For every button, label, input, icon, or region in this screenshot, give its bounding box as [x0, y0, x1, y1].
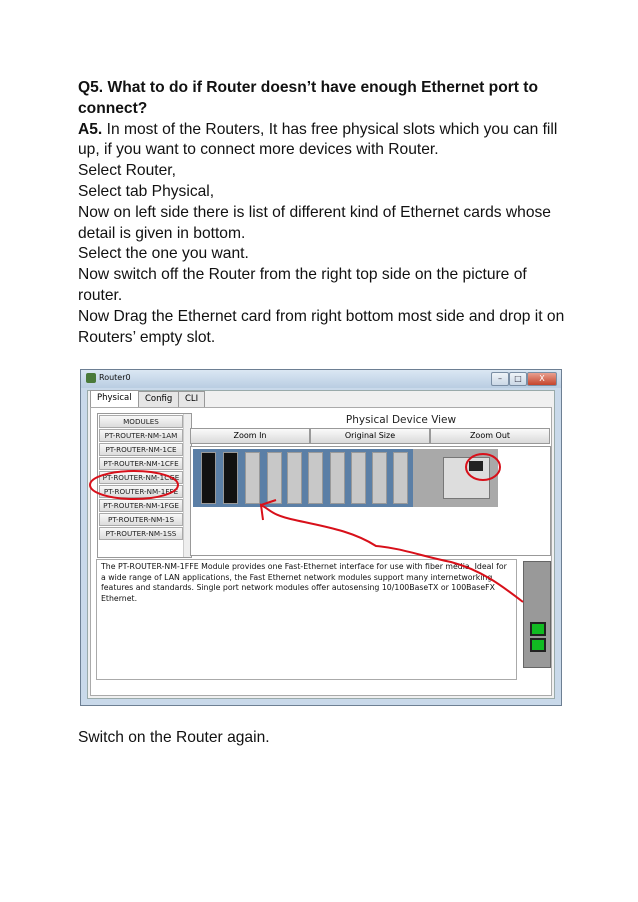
- zoom-in-button[interactable]: Zoom In: [190, 428, 310, 444]
- module-description: The PT-ROUTER-NM-1FFE Module provides one Fast-Ethernet interface for use with fiber media. Ideal for a wide range of LAN applications, the Fast Ethernet network modules support many internetworking features and standards. Single port network modules offer autosensing 10/100BaseTX or 100BaseFX Ethernet.: [96, 559, 517, 680]
- view-title: Physical Device View: [345, 414, 457, 426]
- step: Now switch off the Router from the right top side on the picture of router.: [78, 266, 527, 304]
- module-image-draggable[interactable]: [523, 561, 551, 668]
- step: Select the one you want.: [78, 245, 249, 263]
- empty-slot[interactable]: [201, 452, 216, 504]
- module-slot[interactable]: [330, 452, 345, 504]
- original-size-button[interactable]: Original Size: [310, 428, 430, 444]
- power-supply: [413, 449, 498, 507]
- physical-panel: [90, 407, 552, 696]
- closing-step: Switch on the Router again.: [78, 729, 270, 746]
- step: Select tab Physical,: [78, 182, 215, 200]
- fiber-port-icon: [530, 622, 546, 636]
- module-slot[interactable]: [393, 452, 408, 504]
- module-item[interactable]: PT-ROUTER-NM-1CE: [99, 443, 183, 456]
- module-slot[interactable]: [351, 452, 366, 504]
- step: Now Drag the Ethernet card from right bottom most side and drop it on Routers’ empty slot.: [78, 307, 565, 346]
- tab-config[interactable]: Config: [138, 391, 179, 407]
- question: Q5. What to do if Router doesn’t have enough Ethernet port to connect?: [78, 79, 539, 117]
- window-client: [87, 390, 555, 699]
- modules-list: [97, 413, 192, 558]
- module-item[interactable]: PT-ROUTER-NM-1FGE: [99, 499, 183, 512]
- module-slot[interactable]: [267, 452, 282, 504]
- window-title: Router0: [99, 373, 131, 382]
- module-item[interactable]: PT-ROUTER-NM-1FFE: [99, 485, 183, 498]
- router-chassis: [193, 449, 413, 507]
- router-icon: [86, 373, 96, 383]
- tab-physical[interactable]: Physical: [90, 390, 139, 408]
- module-slot[interactable]: [245, 452, 260, 504]
- step: Select Router,: [78, 162, 176, 180]
- physical-device-view: [190, 446, 551, 556]
- module-item[interactable]: PT-ROUTER-NM-1SS: [99, 527, 183, 540]
- module-item[interactable]: PT-ROUTER-NM-1CFE: [99, 457, 183, 470]
- fiber-port-icon: [530, 638, 546, 652]
- module-slot[interactable]: [372, 452, 387, 504]
- empty-slot[interactable]: [223, 452, 238, 504]
- maximize-button[interactable]: □: [509, 372, 527, 386]
- minimize-button[interactable]: –: [491, 372, 509, 386]
- step: Now on left side there is list of different kind of Ethernet cards whose detail is given in bottom.: [78, 203, 551, 242]
- module-item[interactable]: PT-ROUTER-NM-1CGE: [99, 471, 183, 484]
- close-button[interactable]: X: [527, 372, 557, 386]
- answer: A5. In most of the Routers, It has free physical slots which you can fill up, if you want to connect more devices with Router.: [78, 120, 558, 159]
- router-window-screenshot: [80, 369, 562, 706]
- module-item[interactable]: PT-ROUTER-NM-1AM: [99, 429, 183, 442]
- module-slot[interactable]: [308, 452, 323, 504]
- zoom-out-button[interactable]: Zoom Out: [430, 428, 550, 444]
- module-item[interactable]: PT-ROUTER-NM-1S: [99, 513, 183, 526]
- document-body: [78, 78, 568, 348]
- power-switch[interactable]: [469, 461, 483, 471]
- tab-cli[interactable]: CLI: [178, 391, 205, 407]
- module-slot[interactable]: [287, 452, 302, 504]
- modules-header[interactable]: MODULES: [99, 415, 183, 428]
- title-bar: [81, 370, 561, 388]
